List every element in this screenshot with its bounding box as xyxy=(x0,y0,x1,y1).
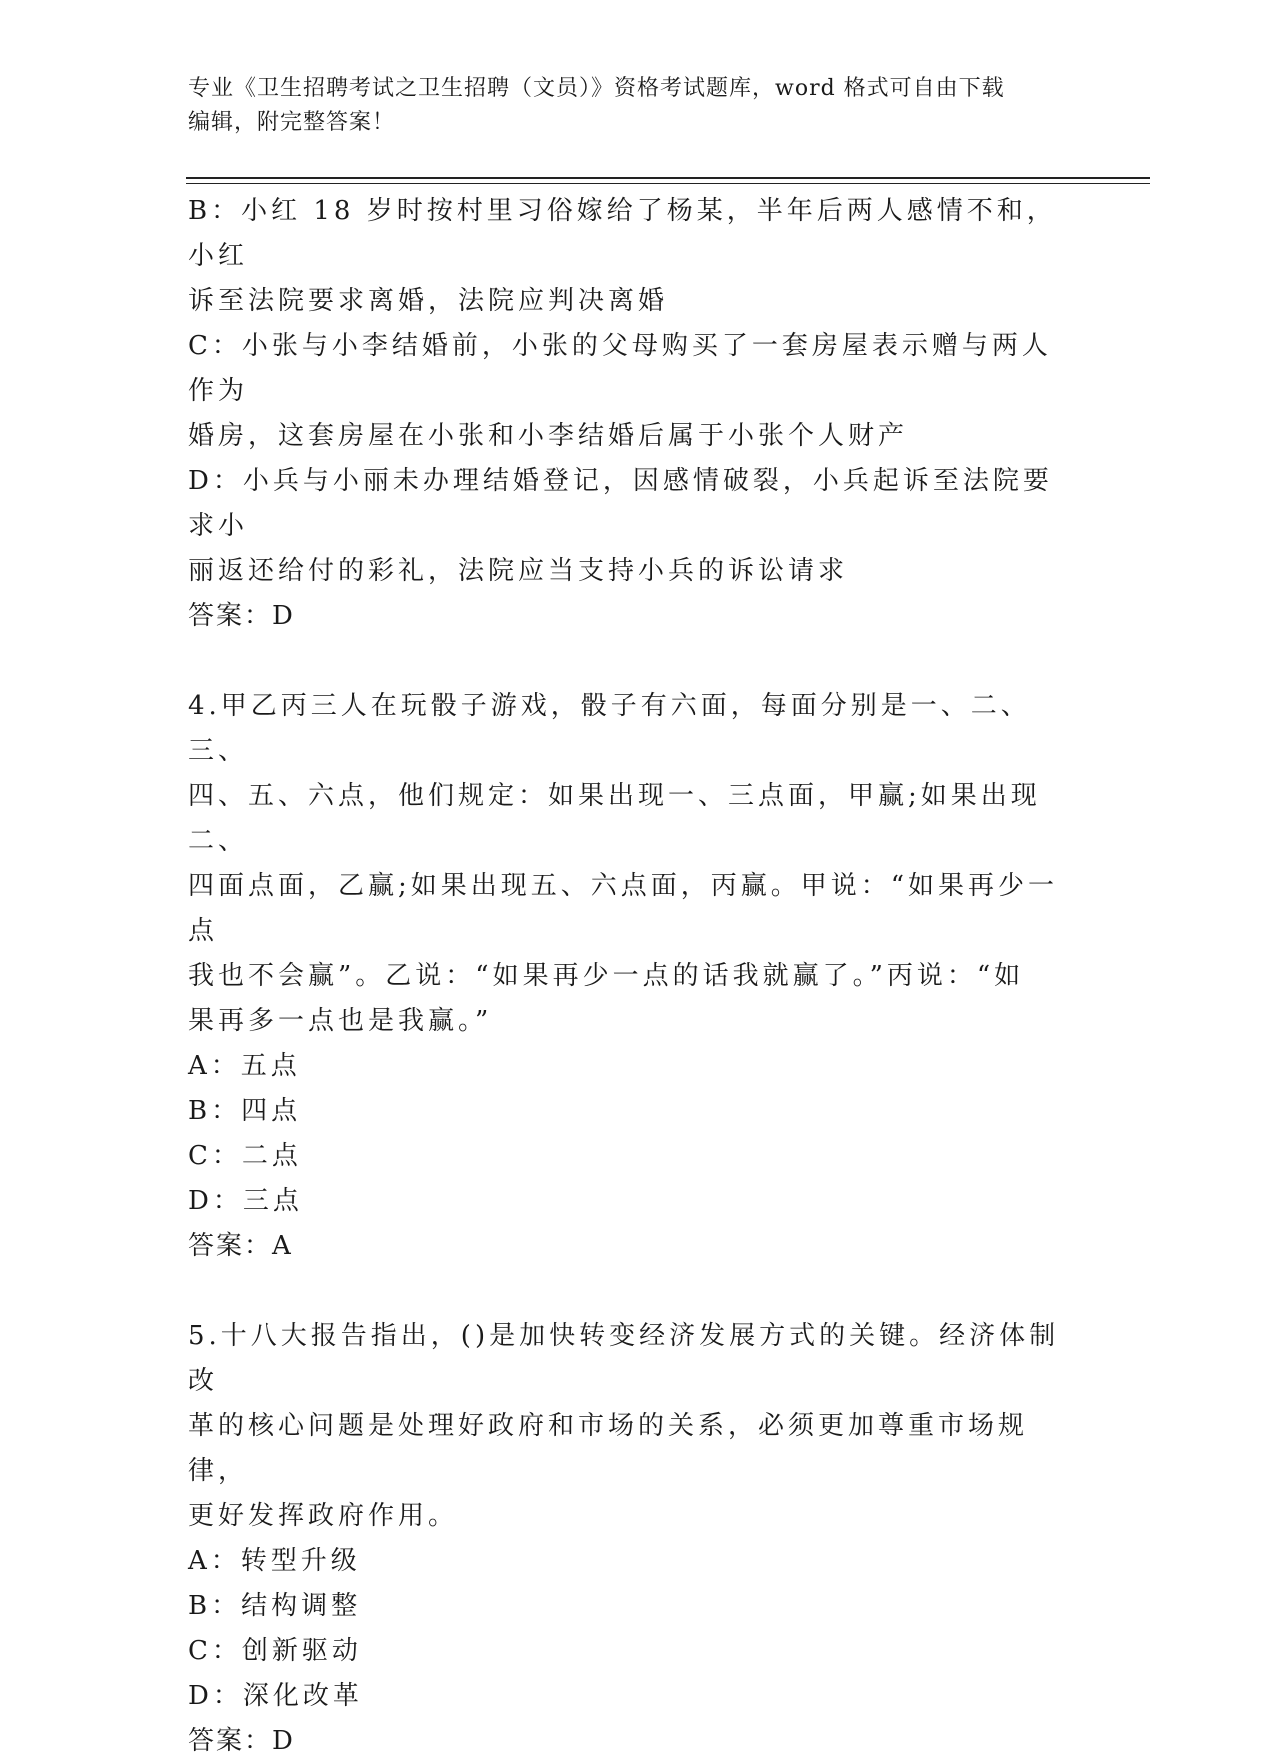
q5-option-d: D：深化改革 xyxy=(188,1681,363,1711)
q4-option-b: B：四点 xyxy=(188,1096,302,1126)
q3-option-d-line-2: 丽返还给付的彩礼，法院应当支持小兵的诉讼请求 xyxy=(188,556,849,586)
header-line-1: 专业《卫生招聘考试之卫生招聘（文员）》资格考试题库，word 格式可自由下载 xyxy=(188,76,1005,101)
q5-answer: 答案：D xyxy=(188,1726,295,1756)
document-header xyxy=(188,72,1068,140)
question-content xyxy=(188,189,1068,1764)
q3-option-c-line-2: 婚房，这套房屋在小张和小李结婚后属于小张个人财产 xyxy=(188,421,909,451)
q3-option-d-line-1: D：小兵与小丽未办理结婚登记，因感情破裂，小兵起诉至法院要求小 xyxy=(188,466,1053,541)
q4-stem-line-5: 果再多一点也是我赢。” xyxy=(188,1006,493,1036)
q3-option-c-line-1: C：小张与小李结婚前，小张的父母购买了一套房屋表示赠与两人作为 xyxy=(188,331,1052,406)
q4-option-c: C：二点 xyxy=(188,1141,302,1171)
q3-answer: 答案：D xyxy=(188,601,295,631)
header-divider-thin xyxy=(186,183,1150,184)
q5-option-a: A：转型升级 xyxy=(188,1546,361,1576)
question-3-continued xyxy=(188,189,1068,639)
q4-answer: 答案：A xyxy=(188,1231,293,1261)
q4-stem-line-4: 我也不会赢”。乙说：“如果再少一点的话我就赢了。”丙说：“如 xyxy=(188,961,1025,991)
q4-stem-line-3: 四面点面，乙赢;如果出现五、六点面，丙赢。甲说：“如果再少一点 xyxy=(188,871,1059,946)
question-4 xyxy=(188,684,1068,1269)
q4-stem-line-2: 四、五、六点，他们规定：如果出现一、三点面，甲赢;如果出现二、 xyxy=(188,781,1041,856)
q5-option-c: C：创新驱动 xyxy=(188,1636,362,1666)
q3-option-b-line-1: B：小红 18 岁时按村里习俗嫁给了杨某，半年后两人感情不和，小红 xyxy=(188,196,1057,271)
q5-stem-line-1: 5.十八大报告指出，()是加快转变经济发展方式的关键。经济体制改 xyxy=(188,1321,1060,1396)
q3-option-b-line-2: 诉至法院要求离婚，法院应判决离婚 xyxy=(188,286,669,316)
question-5 xyxy=(188,1314,1068,1764)
q5-stem-line-3: 更好发挥政府作用。 xyxy=(188,1501,459,1531)
header-line-2: 编辑，附完整答案！ xyxy=(188,110,396,135)
q4-option-d: D：三点 xyxy=(188,1186,303,1216)
q5-option-b: B：结构调整 xyxy=(188,1591,362,1621)
q5-stem-line-2: 革的核心问题是处理好政府和市场的关系，必须更加尊重市场规律， xyxy=(188,1411,1029,1486)
header-divider-thick xyxy=(186,177,1150,179)
question-spacer xyxy=(188,1269,1068,1314)
q4-option-a: A：五点 xyxy=(188,1051,301,1081)
question-spacer xyxy=(188,639,1068,684)
q4-stem-line-1: 4.甲乙丙三人在玩骰子游戏，骰子有六面，每面分别是一、二、三、 xyxy=(188,691,1031,766)
